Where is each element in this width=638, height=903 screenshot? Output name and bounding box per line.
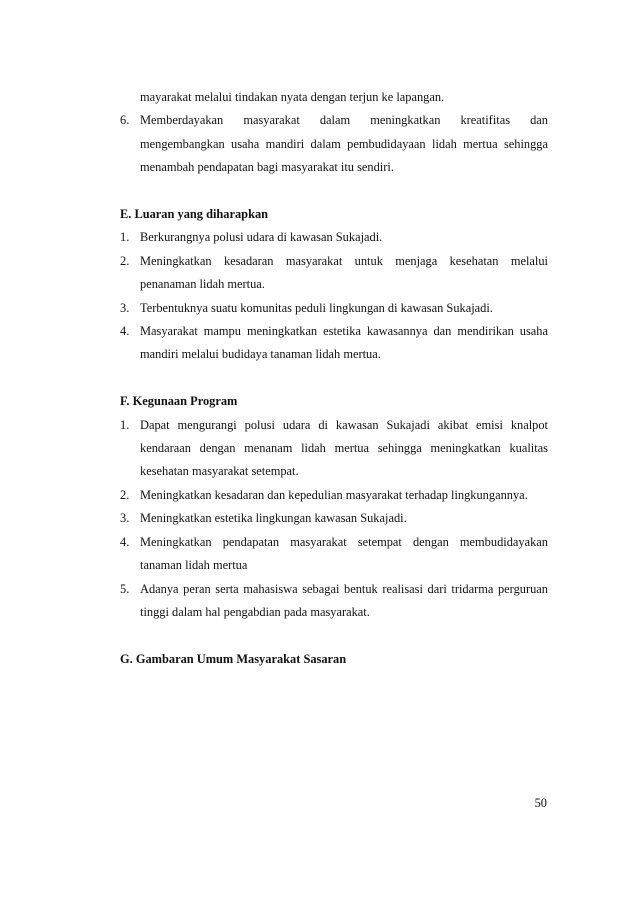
list-item-text: Meningkatkan kesadaran dan kepedulian masyarakat terhadap lingkungannya. xyxy=(140,487,528,502)
section-e-heading: E. Luaran yang diharapkan xyxy=(120,207,269,222)
list-item xyxy=(120,226,548,249)
list-item-text: Dapat mengurangi polusi udara di kawasan Sukajadi akibat emisi knalpot kendaraan dengan menanam lidah mertua sehingga meningkatkan kualitas kesehatan masyarakat setempat. xyxy=(140,417,548,479)
list-item xyxy=(120,320,548,367)
list-item-text: Meningkatkan pendapatan masyarakat setempat dengan membudidayakan tanaman lidah mertua xyxy=(140,534,548,573)
list-item-number: 4. xyxy=(120,324,130,339)
list-item-number: 5. xyxy=(120,581,130,596)
section-g-heading: G. Gambaran Umum Masyarakat Sasaran xyxy=(120,651,347,666)
list-item-number: 2. xyxy=(120,487,130,502)
list-item-text: Berkurangnya polusi udara di kawasan Sukajadi. xyxy=(140,230,383,245)
list-item xyxy=(120,507,548,530)
list-item-text: Terbentuknya suatu komunitas peduli lingkungan di kawasan Sukajadi. xyxy=(140,300,493,315)
list-item-text: Masyarakat mampu meningkatkan estetika kawasannya dan mendirikan usaha mandiri melalui budidaya tanaman lidah mertua. xyxy=(140,324,548,362)
spacer xyxy=(120,180,548,203)
spacer xyxy=(120,367,548,390)
continuation-line: mayarakat melalui tindakan nyata dengan terjun ke lapangan. xyxy=(140,90,445,104)
list-item-number: 1. xyxy=(120,230,130,245)
page-number: 50 xyxy=(534,796,547,810)
spacer xyxy=(120,624,548,647)
list-item-text: Memberdayakan masyarakat dalam meningkatkan kreatifitas dan mengembangkan usaha mandiri dalam pembudidayaan lidah mertua sehingga menambah pendapatan bagi masyarakat itu sendiri. xyxy=(140,113,548,175)
list-item xyxy=(120,250,548,297)
page-content xyxy=(120,86,548,671)
list-item-number: 4. xyxy=(120,534,130,549)
list-item xyxy=(120,297,548,320)
list-item-text: Meningkatkan kesadaran masyarakat untuk menjaga kesehatan melalui penanaman lidah mertua. xyxy=(140,253,548,292)
list-item xyxy=(120,414,548,484)
list-item-number: 3. xyxy=(120,511,130,526)
list-item xyxy=(120,531,548,578)
list-item xyxy=(120,578,548,625)
list-item-number: 1. xyxy=(120,417,130,432)
section-f-list xyxy=(120,414,548,625)
list-item xyxy=(120,109,548,179)
list-item-number: 2. xyxy=(120,253,130,268)
list-item-text: Meningkatkan estetika lingkungan kawasan Sukajadi. xyxy=(140,511,407,526)
list-item-number: 6. xyxy=(120,113,130,128)
list-item xyxy=(120,484,548,507)
list-item-text: Adanya peran serta mahasiswa sebagai bentuk realisasi dari tridarma perguruan tinggi dalam hal pengabdian pada masyarakat. xyxy=(140,581,548,619)
section-e-list xyxy=(120,226,548,366)
list-item-number: 3. xyxy=(120,300,130,315)
section-f-heading: F. Kegunaan Program xyxy=(120,394,238,409)
